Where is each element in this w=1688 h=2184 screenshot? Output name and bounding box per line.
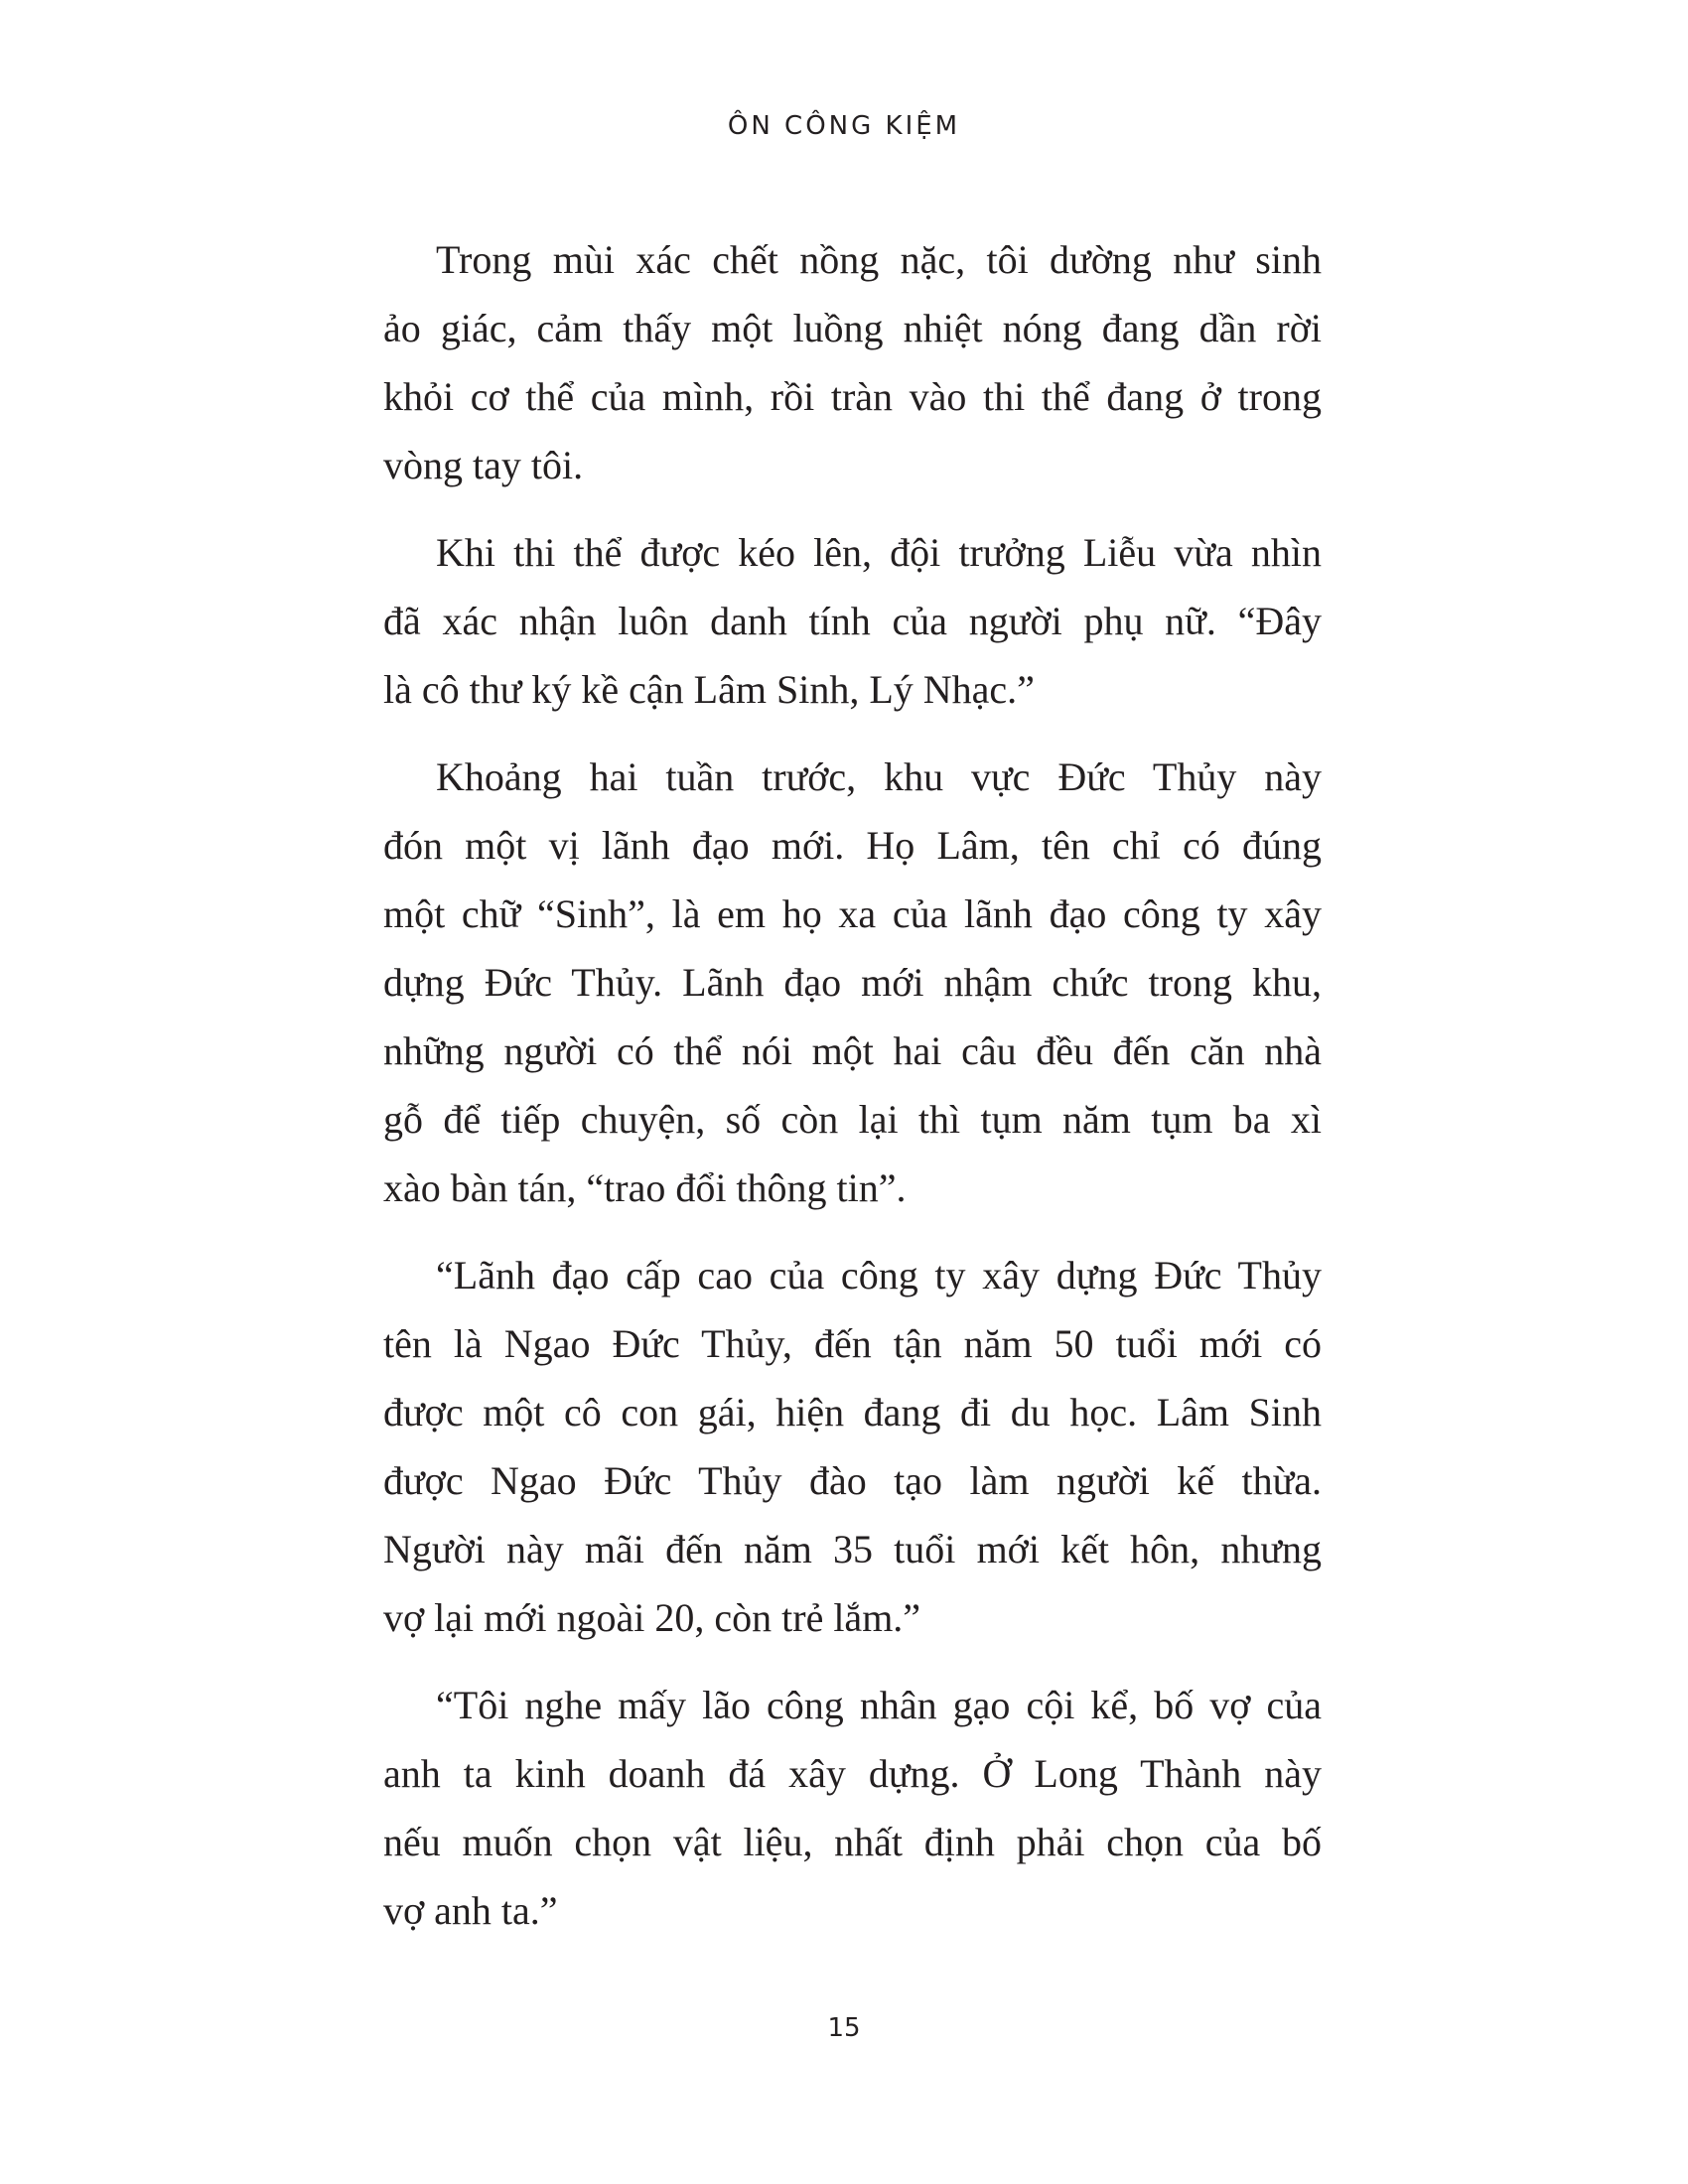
text-line: được một cô con gái, hiện đang đi du học. Lâm Sinh (383, 1390, 1322, 1434)
text-line: đã xác nhận luôn danh tính của người phụ nữ. “Đây (383, 599, 1322, 643)
text-line: Người này mãi đến năm 35 tuổi mới kết hôn, nhưng (383, 1527, 1322, 1571)
text-line: “Lãnh đạo cấp cao của công ty xây dựng Đức Thủy (436, 1253, 1322, 1297)
paragraph (383, 225, 1322, 499)
paragraph (383, 743, 1322, 1222)
text-line: vợ lại mới ngoài 20, còn trẻ lắm.” (383, 1595, 921, 1640)
text-line: dựng Đức Thủy. Lãnh đạo mới nhậm chức trong khu, (383, 960, 1322, 1005)
text-line: nếu muốn chọn vật liệu, nhất định phải chọn của bố (383, 1820, 1322, 1864)
paragraph (383, 1241, 1322, 1652)
paragraph (383, 1671, 1322, 1945)
text-line: ảo giác, cảm thấy một luồng nhiệt nóng đang dần rời (383, 306, 1322, 350)
text-line: Khoảng hai tuần trước, khu vực Đức Thủy này (436, 754, 1322, 799)
text-line: Khi thi thể được kéo lên, đội trưởng Liễu vừa nhìn (436, 530, 1322, 575)
text-line: vợ anh ta.” (383, 1888, 558, 1933)
text-line: gỗ để tiếp chuyện, số còn lại thì tụm năm tụm ba xì (383, 1097, 1322, 1142)
page-number: 15 (827, 2013, 861, 2043)
text-line: đón một vị lãnh đạo mới. Họ Lâm, tên chỉ có đúng (383, 823, 1322, 868)
text-line: Trong mùi xác chết nồng nặc, tôi dường như sinh (436, 237, 1322, 282)
text-line: vòng tay tôi. (383, 443, 584, 487)
text-line: được Ngao Đức Thủy đào tạo làm người kế thừa. (383, 1458, 1322, 1503)
text-line: một chữ “Sinh”, là em họ xa của lãnh đạo công ty xây (383, 891, 1322, 936)
text-line: tên là Ngao Đức Thủy, đến tận năm 50 tuổi mới có (383, 1321, 1322, 1366)
text-line: những người có thể nói một hai câu đều đến căn nhà (383, 1028, 1322, 1073)
text-line: xào bàn tán, “trao đổi thông tin”. (383, 1165, 907, 1210)
text-line: “Tôi nghe mấy lão công nhân gạo cội kể, bố vợ của (436, 1683, 1322, 1727)
text-line: anh ta kinh doanh đá xây dựng. Ở Long Thành này (383, 1751, 1322, 1796)
paragraph (383, 518, 1322, 724)
text-line: là cô thư ký kề cận Lâm Sinh, Lý Nhạc.” (383, 667, 1035, 712)
running-header: ÔN CÔNG KIỆM (727, 111, 961, 141)
text-line: khỏi cơ thể của mình, rồi tràn vào thi thể đang ở trong (383, 374, 1322, 419)
body-text (383, 225, 1322, 1964)
